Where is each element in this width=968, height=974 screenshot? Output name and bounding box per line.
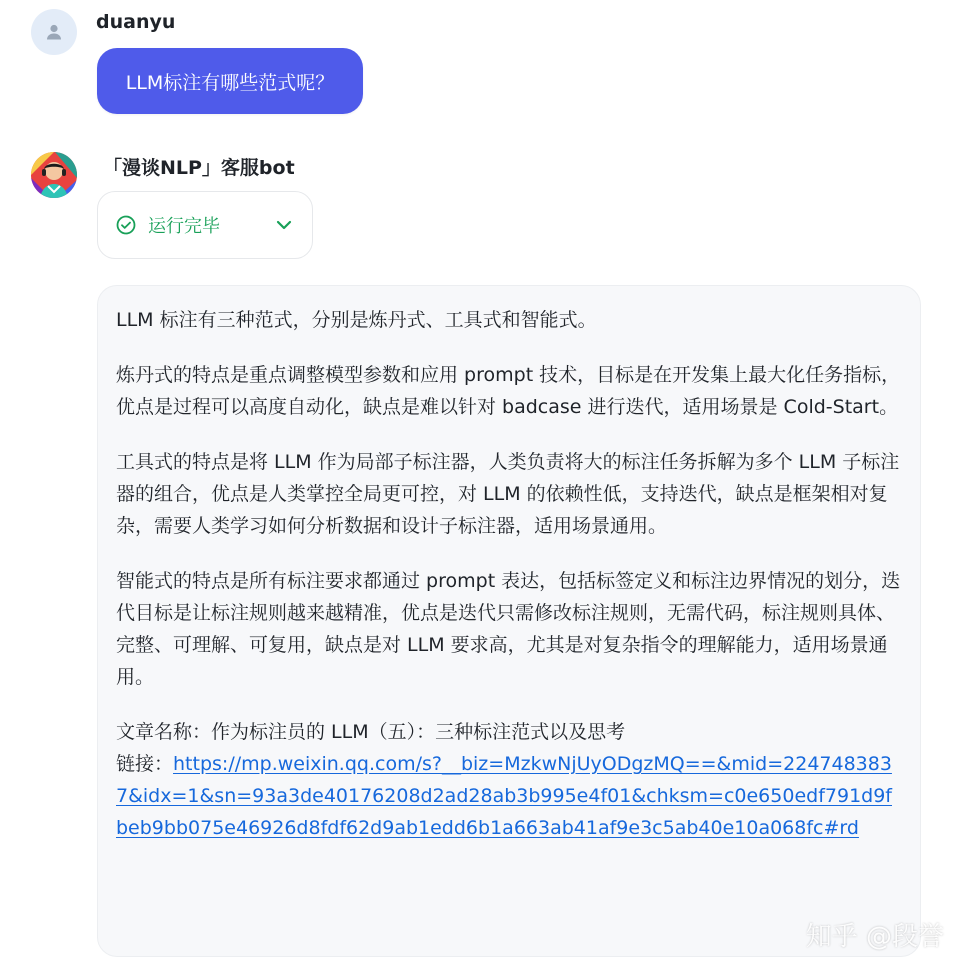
user-message-bubble: LLM标注有哪些范式呢？ <box>97 48 363 114</box>
bot-answer-card <box>97 285 921 957</box>
answer-paragraph: 智能式的特点是所有标注要求都通过 prompt 表达，包括标签定义和标注边界情况的划分，迭代目标是让标注规则越来越精准，优点是迭代只需修改标注规则，无需代码，标注规则具体、完整、可理解、可复用，缺点是对 LLM 要求高，尤其是对复杂指令的理解能力，适用场景通用。 <box>116 570 901 688</box>
bot-avatar <box>31 152 77 198</box>
answer-paragraph: LLM 标注有三种范式，分别是炼丹式、工具式和智能式。 <box>116 309 597 331</box>
answer-paragraph: 工具式的特点是将 LLM 作为局部子标注器，人类负责将大的标注任务拆解为多个 LLM 子标注器的组合，优点是人类掌控全局更可控，对 LLM 的依赖性低，支持迭代，缺点是框架相对复杂，需要人类学习如何分析数据和设计子标注器，适用场景通用。 <box>116 451 900 537</box>
link-label: 链接： <box>116 753 174 775</box>
zhihu-watermark: 知乎 @段誉 <box>805 922 944 952</box>
bot-name: 「漫谈NLP」客服bot <box>103 157 295 179</box>
bot-avatar-icon <box>31 152 77 198</box>
answer-paragraph: 炼丹式的特点是重点调整模型参数和应用 prompt 技术，目标是在开发集上最大化任务指标，优点是过程可以高度自动化，缺点是难以针对 badcase 进行迭代，适用场景是 Cold-Start。 <box>116 364 901 418</box>
user-name: duanyu <box>96 11 176 33</box>
chevron-down-icon[interactable] <box>274 215 294 235</box>
article-link-line <box>116 748 902 844</box>
article-title-line: 文章名称：作为标注员的 LLM（五）：三种标注范式以及思考 <box>116 721 626 743</box>
run-status-label: 运行完毕 <box>148 216 220 237</box>
person-icon <box>44 22 64 42</box>
check-circle-icon <box>116 215 136 235</box>
article-link[interactable]: https://mp.weixin.qq.com/s?__biz=MzkwNjUyODgzMQ==&mid=2247483837&idx=1&sn=93a3de40176208d2ad28ab3b995e4f01&chksm=c0e650edf791d9fbeb9bb075e46926d8fdf62d9ab1edd6b1a663ab41af9e3c5ab40e10a068fc#rd <box>116 753 892 839</box>
run-status-toggle[interactable] <box>97 191 313 259</box>
user-avatar <box>31 9 77 55</box>
